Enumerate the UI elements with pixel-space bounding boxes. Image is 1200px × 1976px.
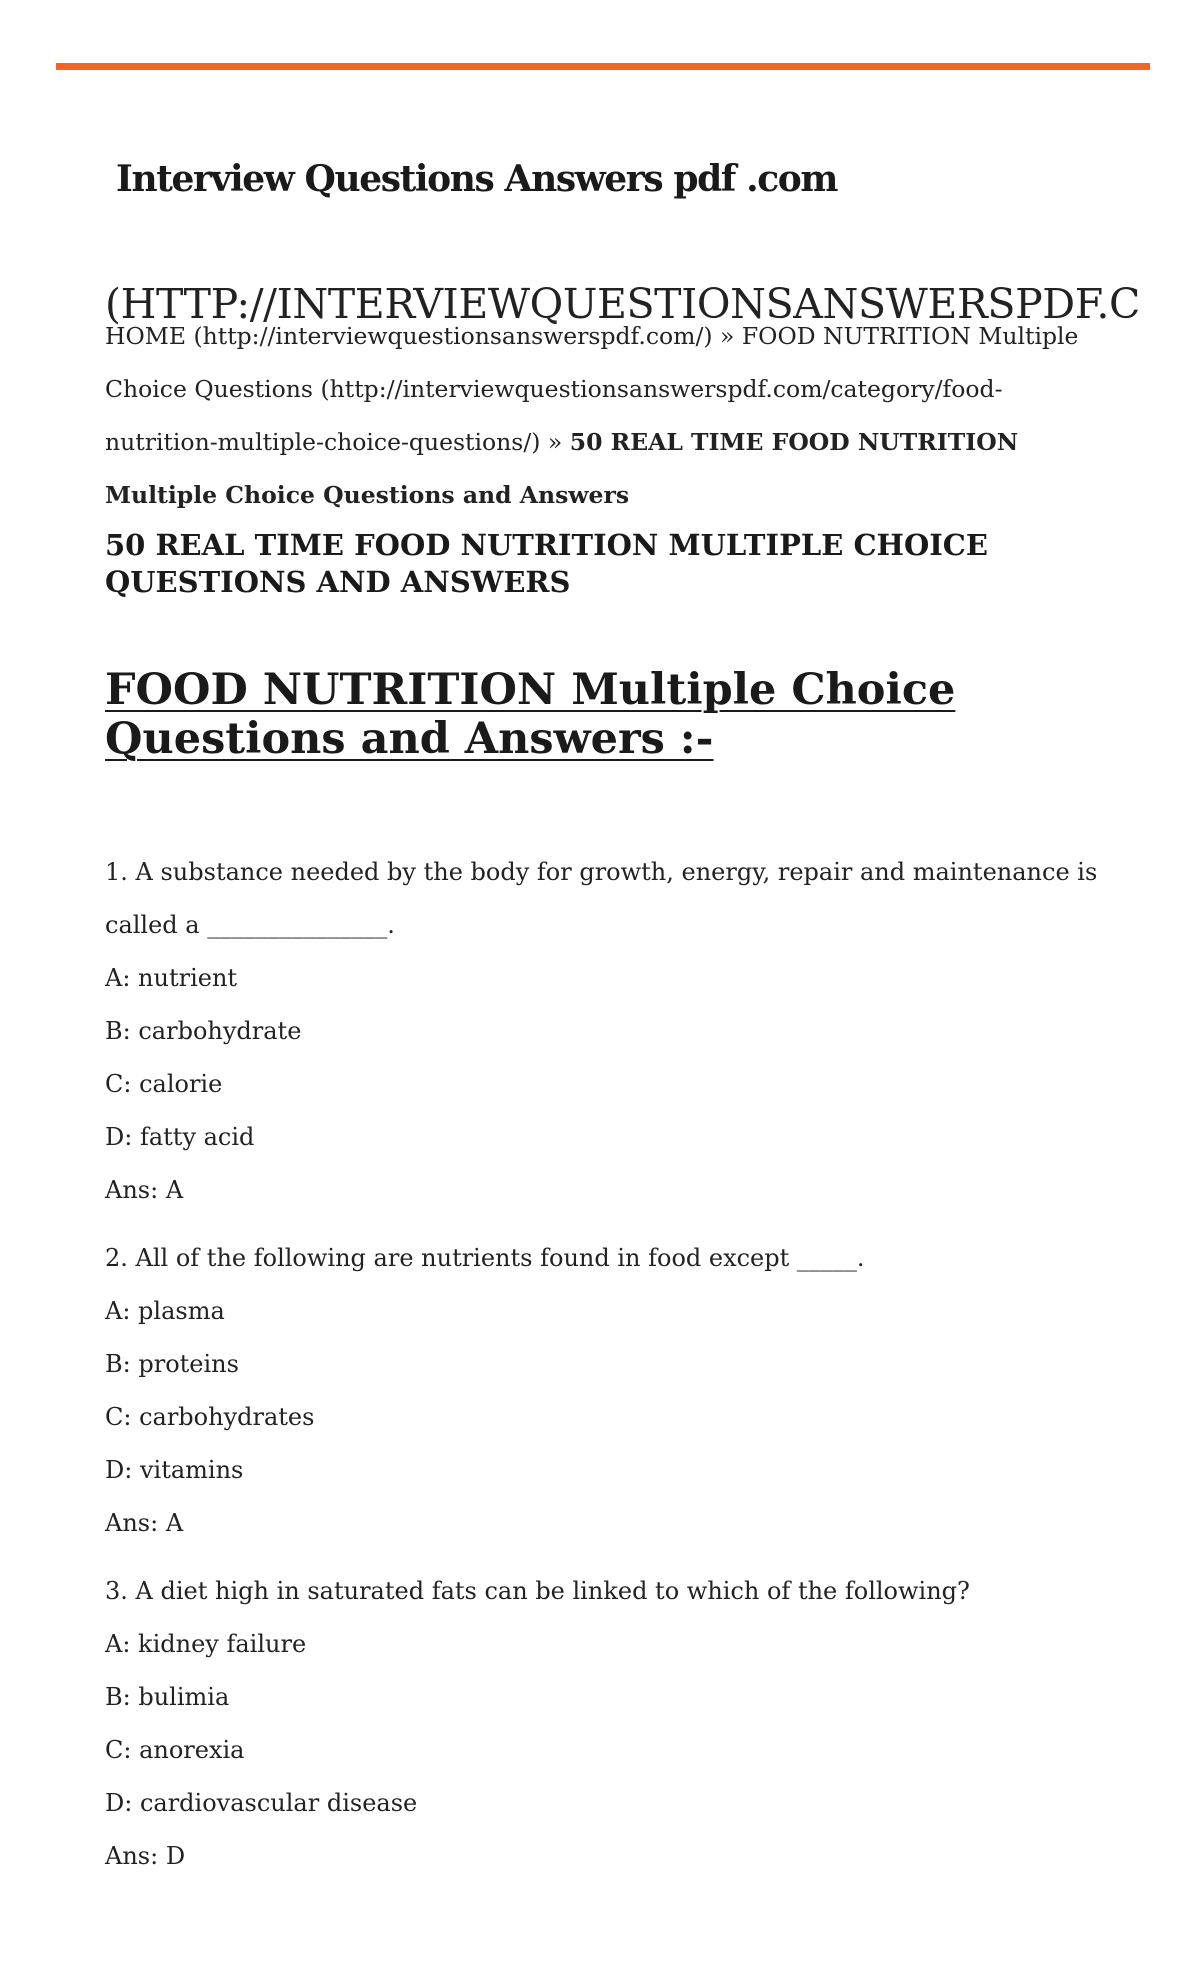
breadcrumb-current: 50 REAL TIME FOOD NUTRITION Multiple Choice Questions and Answers (105, 428, 1019, 509)
breadcrumb-separator: » (712, 322, 742, 350)
option-b: B: proteins (105, 1350, 239, 1378)
site-logo[interactable]: Interview Questions Answers pdf .com (116, 158, 838, 200)
question-item (105, 1232, 1105, 1550)
option-d: D: vitamins (105, 1456, 244, 1484)
option-c: C: carbohydrates (105, 1403, 315, 1431)
option-b: B: bulimia (105, 1683, 230, 1711)
breadcrumb-home-link[interactable]: HOME (http://interviewquestionsanswerspdf.com/) (105, 322, 713, 350)
question-item (105, 846, 1105, 1217)
top-accent-bar (56, 63, 1150, 70)
site-logo-link[interactable]: (HTTP://INTERVIEWQUESTIONSANSWERSPDF.C (105, 280, 1141, 328)
option-c: C: anorexia (105, 1736, 245, 1764)
section-heading: FOOD NUTRITION Multiple Choice Questions and Answers :- (105, 665, 956, 764)
breadcrumb-separator: » (540, 428, 570, 456)
question-item (105, 1565, 1105, 1883)
question-text: 1. A substance needed by the body for growth, energy, repair and maintenance is called a _______________. (105, 858, 1098, 939)
breadcrumb-category-link[interactable]: FOOD NUTRITION Multiple Choice Questions (http://interviewquestionsanswerspdf.com/category/food-nutrition-multiple-choice-questions/) (105, 322, 1079, 456)
option-c: C: calorie (105, 1070, 223, 1098)
answer-text: Ans: A (105, 1176, 184, 1204)
answer-text: Ans: A (105, 1509, 184, 1537)
option-a: A: nutrient (105, 964, 238, 992)
answer-text: Ans: D (105, 1842, 186, 1870)
option-a: A: kidney failure (105, 1630, 307, 1658)
question-text: 2. All of the following are nutrients found in food except _____. (105, 1244, 865, 1272)
option-d: D: fatty acid (105, 1123, 255, 1151)
question-list (105, 846, 1105, 1898)
post-title: 50 REAL TIME FOOD NUTRITION MULTIPLE CHOICE QUESTIONS AND ANSWERS (105, 528, 988, 599)
question-text: 3. A diet high in saturated fats can be linked to which of the following? (105, 1577, 970, 1605)
option-a: A: plasma (105, 1297, 225, 1325)
option-b: B: carbohydrate (105, 1017, 302, 1045)
option-d: D: cardiovascular disease (105, 1789, 418, 1817)
breadcrumb (105, 310, 1105, 522)
